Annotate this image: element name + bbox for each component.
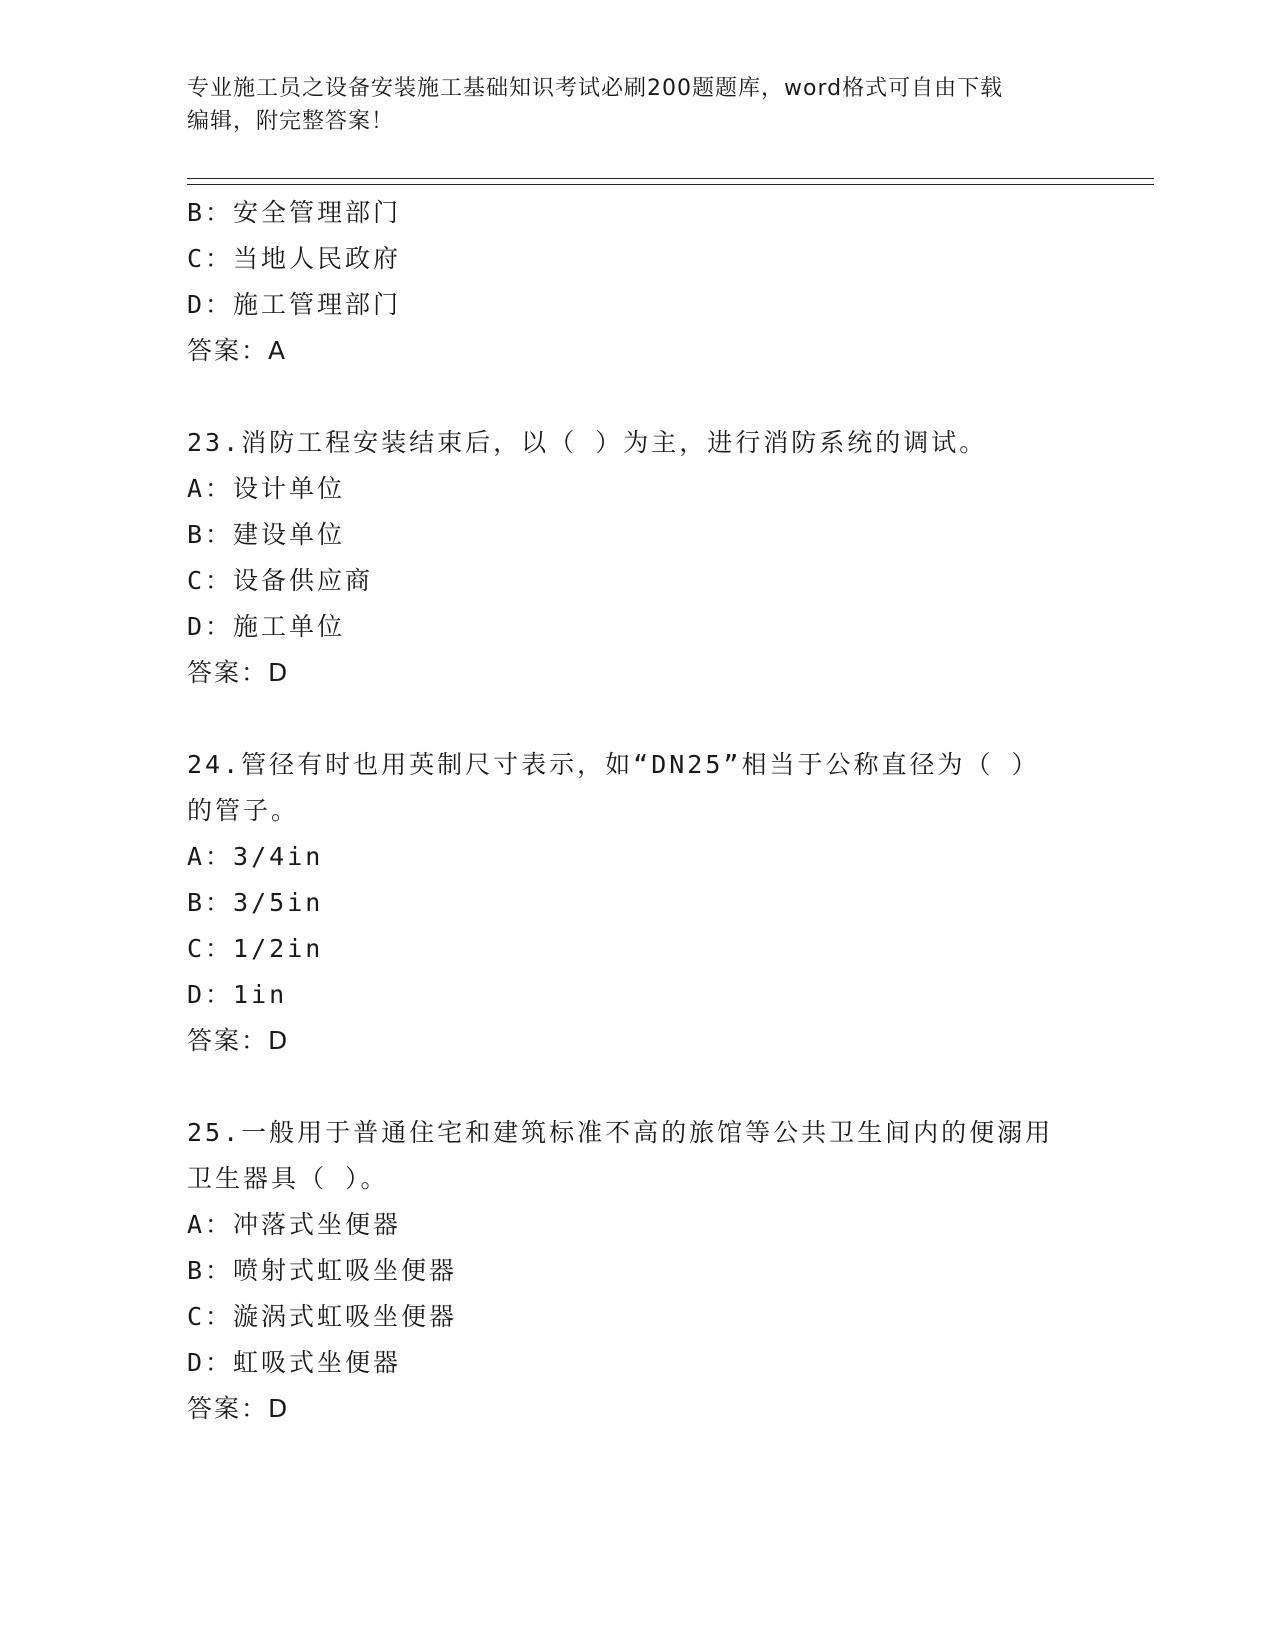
spacer [187,374,1087,420]
question-22-continued [187,190,1087,374]
option-c: C：设备供应商 [187,566,374,595]
question-24 [187,742,1087,1064]
option-b: B：喷射式虹吸坐便器 [187,1256,458,1285]
header-line-1: 专业施工员之设备安装施工基础知识考试必刷200题题库，word格式可自由下载 [187,76,1004,101]
option-a: A：3/4in [187,842,324,871]
option-d: D：施工单位 [187,612,346,641]
answer-text: 答案：A [187,336,288,365]
question-text-continued: 的管子。 [187,796,300,825]
document-header [187,72,1087,138]
option-a: A：冲落式坐便器 [187,1210,402,1239]
question-text: 23.消防工程安装结束后，以（ ）为主，进行消防系统的调试。 [187,428,988,457]
header-divider [187,178,1154,185]
spacer [187,1064,1087,1110]
option-b: B：建设单位 [187,520,346,549]
option-c: C：1/2in [187,934,324,963]
option-d: D：1in [187,980,288,1009]
spacer [187,696,1087,742]
option-b: B：安全管理部门 [187,198,402,227]
answer-text: 答案：D [187,658,290,687]
header-line-2: 编辑，附完整答案！ [187,109,395,134]
question-text: 25.一般用于普通住宅和建筑标准不高的旅馆等公共卫生间内的便溺用 [187,1118,1054,1147]
question-list [187,190,1087,1432]
option-b: B：3/5in [187,888,324,917]
option-d: D：施工管理部门 [187,290,402,319]
question-25 [187,1110,1087,1432]
option-c: C：漩涡式虹吸坐便器 [187,1302,458,1331]
answer-text: 答案：D [187,1394,290,1423]
question-23 [187,420,1087,696]
option-c: C：当地人民政府 [187,244,402,273]
question-text: 24.管径有时也用英制尺寸表示，如“DN25”相当于公称直径为（ ） [187,750,1040,779]
answer-text: 答案：D [187,1026,290,1055]
option-d: D：虹吸式坐便器 [187,1348,402,1377]
option-a: A：设计单位 [187,474,346,503]
question-text-continued: 卫生器具（ ）。 [187,1164,389,1193]
